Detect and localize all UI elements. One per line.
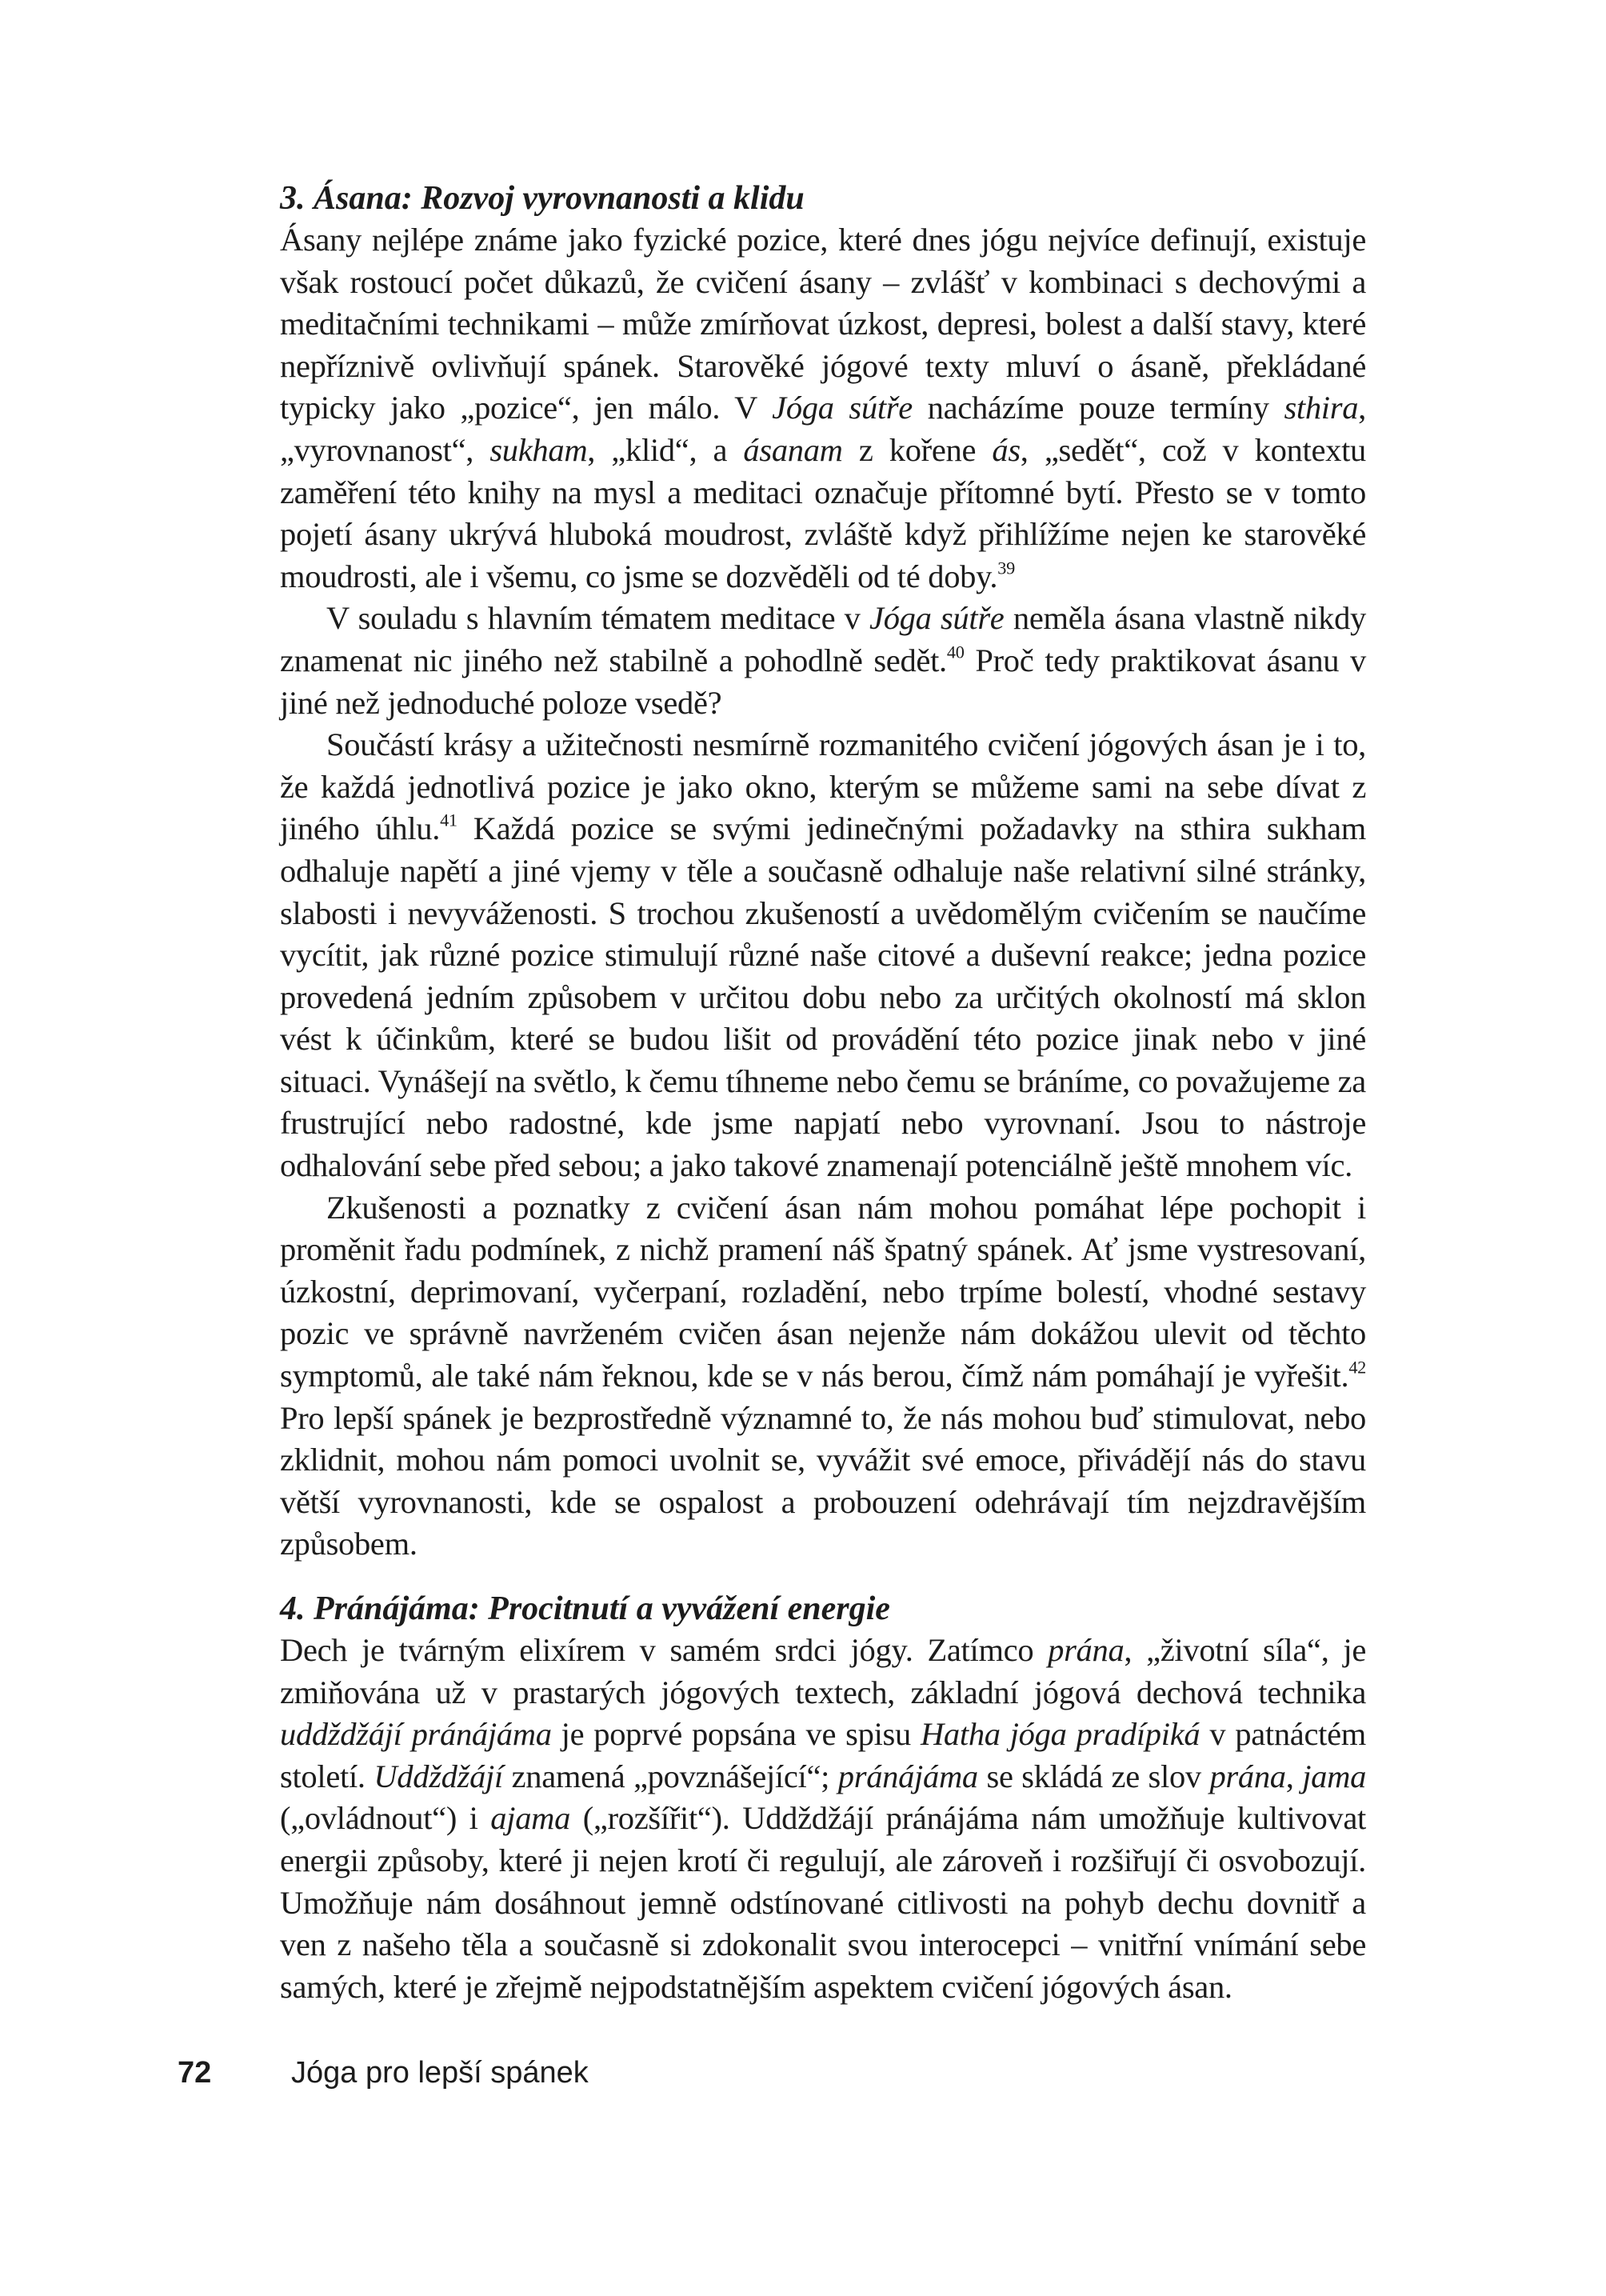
page-content: [280, 178, 1366, 2008]
section-heading-asana: 3. Ásana: Rozvoj vyrovnanosti a klidu: [280, 180, 805, 217]
paragraph: Ásany nejlépe známe jako fyzické pozice, které dnes jógu nejvíce definují, existuje však rostoucí počet důkazů, že cvičení ásany – zvlášť v kombinaci s dechovými a meditačními technikami – může zmírňovat úzkost, depresi, bolest a další stavy, které nepříznivě ovlivňují spánek. Starověké jógové texty mluví o ásaně, překládané typicky jako „pozice“, jen málo. V Jóga sútře nacházíme pouze termíny sthira, „vyrovnanost“, sukham, „klid“, a ásanam z kořene ás, „sedět“, což v kontextu zaměření této knihy na mysl a meditaci označuje přítomné bytí. Přesto se v tomto pojetí ásany ukrývá hluboká moudrost, zvláště když přihlížíme nejen ke starověké moudrosti, ale i všemu, co jsme se dozvěděli od té doby.$^{39}$: [280, 222, 1366, 594]
page-footer: [178, 2054, 589, 2091]
paragraph: Dech je tvárným elixírem v samém srdci jógy. Zatímco prána, „životní síla“, je zmiňována už v prastarých jógových textech, základní jógová dechová technika uddždžájí pránájáma je poprvé popsána ve spisu Hatha jóga pradípiká v patnáctém století. Uddždžájí znamená „povznášející“; pránájáma se skládá ze slov prána, jama („ovládnout“) i ajama („rozšířit“). Uddždžájí pránájáma nám umožňuje kultivovat energii způsoby, které ji nejen krotí či regulují, ale zároveň i rozšiřují či osvobozují. Umožňuje nám dosáhnout jemně odstínované citlivosti na pohyb dechu dovnitř a ven z našeho těla a současně si zdokonalit svou interocepci – vnitřní vnímání sebe samých, které je zřejmě nejpodstatnějším aspektem cvičení jógových ásan.: [280, 1632, 1367, 2005]
footnote-ref: 42: [1348, 1357, 1366, 1378]
running-title: Jóga pro lepší spánek: [291, 2056, 589, 2090]
footnote-ref: 39: [997, 558, 1015, 578]
paragraph: Součástí krásy a užitečnosti nesmírně rozmanitého cvičení jógových ásan je i to, že každá jednotlivá pozice je jako okno, kterým se můžeme sami na sebe dívat z jiného úhlu.$^{41}$ Každá pozice se svými jedinečnými požadavky na sthira sukham odhaluje napětí a jiné vjemy v těle a současně odhaluje naše relativní silné stránky, slabosti i nevyváženosti. S trochou zkušeností a uvědomělým cvičením se naučíme vycítit, jak různé pozice stimulují různé naše citové a duševní reakce; jedna pozice provedená jedním způsobem v určitou dobu nebo za určitých okolností má sklon vést k účinkům, které se budou lišit od provádění této pozice jinak nebo v jiné situaci. Vynášejí na světlo, k čemu tíhneme nebo čemu se bráníme, co považujeme za frustrující nebo radostné, kde jsme napjatí nebo vyrovnaní. Jsou to nástroje odhalování sebe před sebou; a jako takové znamenají potenciálně ještě mnohem víc.: [280, 726, 1366, 1184]
section-heading-pranayama: 4. Pránájáma: Procitnutí a vyvážení energie: [280, 1590, 890, 1627]
footnote-ref: 41: [440, 810, 457, 830]
paragraph: V souladu s hlavním tématem meditace v Jóga sútře neměla ásana vlastně nikdy znamenat nic jiného než stabilně a pohodlně sedět.$^{40}$ Proč tedy praktikovat ásanu v jiné než jednoduché poloze vsedě?: [280, 600, 1366, 721]
page-number: 72: [178, 2056, 212, 2090]
paragraph: Zkušenosti a poznatky z cvičení ásan nám mohou pomáhat lépe pochopit i proměnit řadu podmínek, z nichž pramení náš špatný spánek. Ať jsme vystresovaní, úzkostní, deprimovaní, vyčerpaní, rozladění, nebo trpíme bolestí, vhodné sestavy pozic ve správně navrženém cvičen ásan nejenže nám dokážou ulevit od těchto symptomů, ale také nám řeknou, kde se v nás berou, čímž nám pomáhají je vyřešit.$^{42}$ Pro lepší spánek je bezprostředně významné to, že nás mohou buď stimulovat, nebo zklidnit, mohou nám pomoci uvolnit se, vyvážit své emoce, přivádějí nás do stavu větší vyrovnanosti, kde se ospalost a probouzení odehrávají tím nejzdravějším způsobem.: [280, 1189, 1366, 1562]
footnote-ref: 40: [946, 642, 965, 662]
